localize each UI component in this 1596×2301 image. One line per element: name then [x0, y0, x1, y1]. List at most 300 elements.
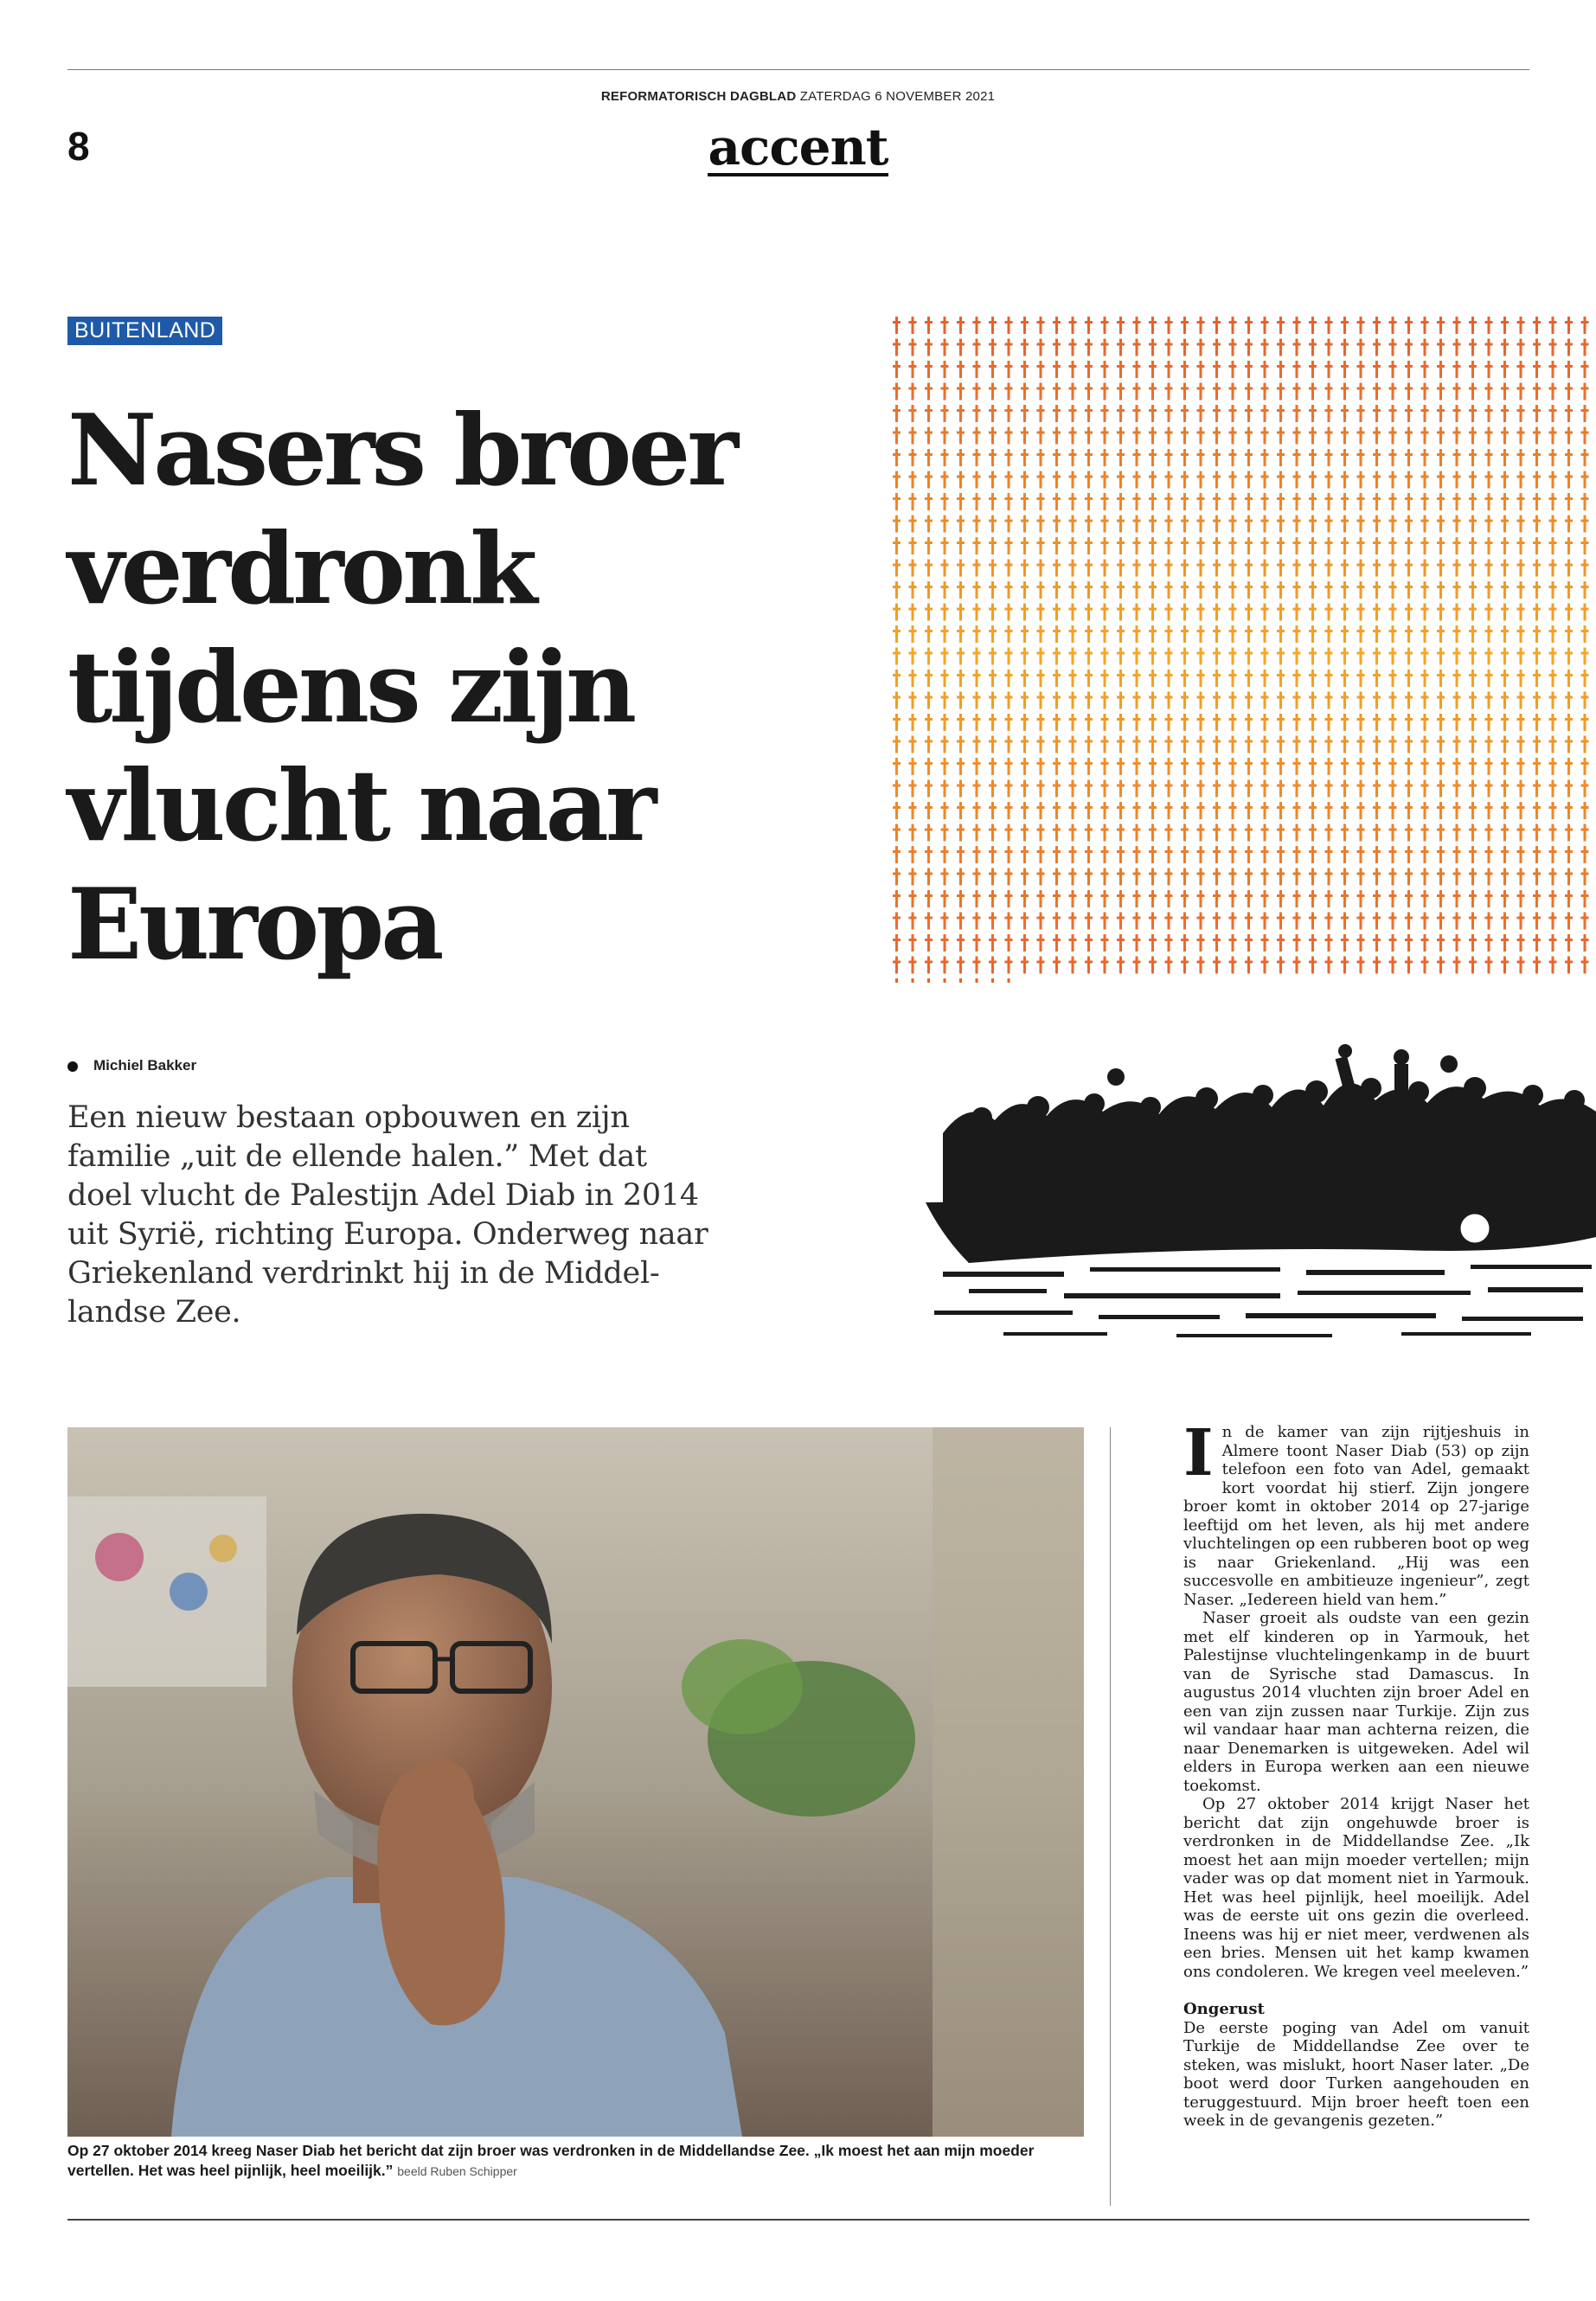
cross-mark	[1373, 714, 1381, 731]
cross-mark	[1357, 957, 1365, 974]
cross-mark	[1453, 560, 1461, 577]
cross-mark	[1101, 670, 1109, 687]
cross-mark	[1437, 868, 1445, 886]
cross-mark	[1245, 824, 1253, 842]
cross-mark	[1053, 802, 1061, 819]
cross-mark	[1117, 537, 1125, 554]
cross-mark	[1421, 516, 1429, 533]
cross-mark	[925, 361, 933, 378]
cross-mark	[1085, 537, 1093, 554]
cross-mark	[1245, 383, 1253, 401]
cross-mark	[1389, 758, 1397, 775]
cross-mark	[1117, 449, 1125, 466]
cross-mark	[1469, 890, 1477, 907]
cross-mark	[1581, 317, 1589, 334]
cross-mark	[957, 405, 965, 422]
cross-mark	[989, 780, 997, 798]
cross-mark	[1277, 471, 1285, 489]
cross-mark	[1245, 957, 1253, 974]
cross-mark	[1341, 516, 1349, 533]
cross-mark	[1053, 427, 1061, 445]
cross-mark	[1309, 317, 1317, 334]
cross-mark	[1437, 802, 1445, 819]
cross-mark	[909, 758, 917, 775]
cross-mark	[1549, 802, 1557, 819]
cross-mark	[909, 361, 917, 378]
cross-mark	[1325, 604, 1333, 621]
cross-mark	[893, 604, 901, 621]
cross-mark	[1261, 427, 1269, 445]
cross-mark	[973, 957, 981, 974]
cross-mark	[1021, 560, 1029, 577]
cross-mark	[1485, 625, 1493, 643]
cross-mark	[893, 405, 901, 422]
cross-mark	[925, 604, 933, 621]
cross-mark	[1069, 934, 1077, 952]
cross-mark	[1229, 934, 1237, 952]
cross-mark	[1501, 581, 1509, 599]
cross-mark	[1405, 890, 1413, 907]
cross-mark	[1357, 493, 1365, 510]
cross-mark	[1485, 846, 1493, 863]
cross-mark	[1133, 868, 1141, 886]
cross-mark	[1517, 317, 1525, 334]
cross-mark	[1181, 339, 1189, 356]
cross-mark	[1437, 560, 1445, 577]
cross-mark	[1565, 868, 1573, 886]
cross-mark	[1485, 361, 1493, 378]
cross-mark	[1437, 692, 1445, 709]
cross-mark	[1245, 604, 1253, 621]
cross-mark	[1261, 449, 1269, 466]
cross-mark	[1421, 317, 1429, 334]
cross-mark	[1581, 405, 1589, 422]
intro-line: uit Syrië, richting Europa. Onderweg naar	[67, 1217, 708, 1252]
cross-mark	[973, 670, 981, 687]
cross-mark	[1373, 449, 1381, 466]
cross-mark	[1565, 846, 1573, 863]
cross-mark	[1405, 736, 1413, 753]
cross-mark	[925, 890, 933, 907]
cross-mark	[1437, 758, 1445, 775]
cross-mark	[1421, 758, 1429, 775]
cross-mark	[1293, 317, 1301, 334]
cross-mark	[1341, 692, 1349, 709]
cross-mark	[1261, 934, 1269, 952]
cross-mark	[1165, 625, 1173, 643]
cross-mark	[925, 383, 933, 401]
cross-mark	[909, 493, 917, 510]
cross-mark	[1341, 648, 1349, 665]
cross-mark	[1133, 670, 1141, 687]
cross-mark	[989, 957, 997, 974]
cross-mark	[1117, 471, 1125, 489]
cross-mark	[1165, 648, 1173, 665]
cross-mark	[1005, 604, 1013, 621]
cross-mark	[925, 471, 933, 489]
cross-mark	[1165, 802, 1173, 819]
cross-mark	[1053, 537, 1061, 554]
cross-mark	[1261, 913, 1269, 930]
cross-mark	[1213, 714, 1221, 731]
cross-mark	[1213, 913, 1221, 930]
cross-mark	[1069, 758, 1077, 775]
cross-mark	[1453, 913, 1461, 930]
cross-mark	[1101, 692, 1109, 709]
cross-mark	[973, 625, 981, 643]
cross-mark	[1117, 516, 1125, 533]
cross-mark	[1581, 339, 1589, 356]
cross-mark	[893, 824, 901, 842]
byline-dot	[67, 1061, 78, 1072]
cross-mark	[1453, 714, 1461, 731]
cross-mark	[1565, 493, 1573, 510]
cross-mark	[1181, 670, 1189, 687]
cross-mark	[1533, 648, 1541, 665]
section-tag[interactable]: BUITENLAND	[67, 317, 222, 345]
cross-mark	[1325, 405, 1333, 422]
cross-mark	[1165, 913, 1173, 930]
cross-mark	[1533, 405, 1541, 422]
cross-mark	[1309, 846, 1317, 863]
cross-mark	[1437, 427, 1445, 445]
cross-mark	[909, 846, 917, 863]
cross-mark	[1261, 736, 1269, 753]
cross-mark	[893, 361, 901, 378]
cross-mark	[1133, 802, 1141, 819]
cross-mark	[1133, 692, 1141, 709]
cross-mark	[1165, 846, 1173, 863]
cross-mark	[909, 736, 917, 753]
cross-mark	[1021, 405, 1029, 422]
cross-mark	[1165, 405, 1173, 422]
cross-mark	[973, 758, 981, 775]
cross-mark	[893, 560, 901, 577]
cross-mark	[1101, 890, 1109, 907]
cross-mark	[973, 868, 981, 886]
cross-mark	[1453, 405, 1461, 422]
cross-mark	[1085, 802, 1093, 819]
cross-mark	[957, 758, 965, 775]
cross-mark	[1469, 758, 1477, 775]
cross-mark	[1053, 449, 1061, 466]
cross-mark	[1069, 581, 1077, 599]
cross-mark	[1133, 625, 1141, 643]
cross-mark	[1197, 824, 1205, 842]
cross-mark	[1293, 471, 1301, 489]
cross-mark	[1069, 780, 1077, 798]
cross-mark	[1293, 339, 1301, 356]
cross-mark	[1293, 714, 1301, 731]
cross-mark	[1261, 560, 1269, 577]
cross-mark	[989, 846, 997, 863]
cross-mark	[1133, 780, 1141, 798]
cross-mark	[1101, 493, 1109, 510]
cross-mark	[957, 846, 965, 863]
cross-mark	[1261, 339, 1269, 356]
cross-mark	[1277, 383, 1285, 401]
cross-mark	[1517, 493, 1525, 510]
cross-mark	[989, 493, 997, 510]
paper-name: REFORMATORISCH DAGBLAD	[600, 89, 797, 104]
cross-mark	[1245, 471, 1253, 489]
cross-mark	[1309, 625, 1317, 643]
cross-mark	[1213, 670, 1221, 687]
cross-mark	[1293, 824, 1301, 842]
cross-mark	[1149, 692, 1157, 709]
cross-mark	[1421, 957, 1429, 974]
cross-mark	[1405, 670, 1413, 687]
cross-mark	[1229, 913, 1237, 930]
cross-mark	[1197, 758, 1205, 775]
cross-mark	[1373, 471, 1381, 489]
cross-mark	[1117, 913, 1125, 930]
cross-mark	[1341, 846, 1349, 863]
masthead	[0, 89, 1596, 104]
cross-mark	[1421, 890, 1429, 907]
cross-mark	[1485, 383, 1493, 401]
cross-mark	[1005, 913, 1013, 930]
cross-mark	[1373, 339, 1381, 356]
cross-mark	[1069, 714, 1077, 731]
cross-mark	[1437, 516, 1445, 533]
cross-mark	[1437, 913, 1445, 930]
cross-mark	[1053, 957, 1061, 974]
cross-mark	[1277, 581, 1285, 599]
cross-mark	[941, 692, 949, 709]
cross-mark	[1373, 780, 1381, 798]
cross-mark	[1517, 802, 1525, 819]
cross-mark	[1181, 648, 1189, 665]
cross-mark	[1309, 670, 1317, 687]
cross-mark	[1565, 714, 1573, 731]
headline-line: vlucht naar	[67, 748, 654, 863]
cross-mark	[1101, 339, 1109, 356]
cross-mark	[1549, 625, 1557, 643]
cross-mark	[1069, 846, 1077, 863]
cross-mark	[1197, 581, 1205, 599]
cross-mark	[1341, 913, 1349, 930]
cross-mark	[1229, 736, 1237, 753]
cross-mark	[1373, 560, 1381, 577]
cross-mark	[1181, 714, 1189, 731]
cross-mark	[1229, 537, 1237, 554]
cross-mark	[957, 427, 965, 445]
cross-mark	[1293, 758, 1301, 775]
cross-mark	[1149, 560, 1157, 577]
cross-mark	[1069, 692, 1077, 709]
cross-mark	[973, 471, 981, 489]
cross-mark	[1165, 471, 1173, 489]
cross-mark	[1293, 493, 1301, 510]
cross-mark	[1101, 427, 1109, 445]
cross-mark	[1149, 339, 1157, 356]
cross-mark	[1197, 648, 1205, 665]
cross-mark	[1501, 405, 1509, 422]
cross-mark	[1501, 780, 1509, 798]
cross-mark	[1453, 493, 1461, 510]
cross-mark	[1389, 890, 1397, 907]
cross-mark	[1133, 516, 1141, 533]
cross-mark	[1277, 317, 1285, 334]
cross-mark	[973, 692, 981, 709]
cross-mark	[957, 824, 965, 842]
cross-mark	[1181, 471, 1189, 489]
cross-mark	[1293, 780, 1301, 798]
cross-mark	[1101, 868, 1109, 886]
cross-mark	[957, 361, 965, 378]
cross-mark	[1341, 361, 1349, 378]
cross-mark	[1533, 934, 1541, 952]
cross-mark	[941, 957, 949, 974]
cross-mark	[1389, 625, 1397, 643]
cross-mark	[1229, 714, 1237, 731]
cross-mark	[1357, 317, 1365, 334]
cross-mark	[1085, 449, 1093, 466]
cross-mark	[1533, 846, 1541, 863]
cross-mark	[1309, 648, 1317, 665]
cross-mark	[1261, 670, 1269, 687]
cross-mark	[1325, 670, 1333, 687]
cross-mark	[1053, 714, 1061, 731]
headline-line: verdronk	[67, 511, 535, 626]
cross-mark	[1277, 868, 1285, 886]
cross-mark	[1565, 581, 1573, 599]
cross-mark	[1405, 405, 1413, 422]
cross-mark	[957, 714, 965, 731]
cross-mark	[1149, 604, 1157, 621]
headline-line: tijdens zijn	[67, 630, 634, 745]
cross-mark	[1069, 890, 1077, 907]
cross-mark	[1501, 361, 1509, 378]
cross-mark	[1421, 471, 1429, 489]
cross-mark	[1053, 824, 1061, 842]
cross-mark	[909, 405, 917, 422]
cross-mark	[1485, 670, 1493, 687]
cross-mark	[957, 913, 965, 930]
cross-mark	[1021, 339, 1029, 356]
cross-mark	[989, 449, 997, 466]
cross-mark	[941, 758, 949, 775]
cross-mark	[941, 736, 949, 753]
cross-mark	[1469, 604, 1477, 621]
cross-mark	[1437, 604, 1445, 621]
cross-mark	[1037, 493, 1045, 510]
cross-mark	[1581, 868, 1589, 886]
cross-mark	[1565, 339, 1573, 356]
cross-mark	[957, 978, 965, 983]
cross-mark	[1277, 427, 1285, 445]
cross-mark	[1021, 846, 1029, 863]
cross-mark	[1021, 604, 1029, 621]
cross-mark	[989, 317, 997, 334]
cross-mark	[1293, 537, 1301, 554]
cross-mark	[1533, 427, 1541, 445]
cross-mark	[1517, 581, 1525, 599]
cross-mark	[1501, 824, 1509, 842]
cross-mark	[1309, 516, 1317, 533]
cross-mark	[1197, 317, 1205, 334]
cross-mark	[1325, 581, 1333, 599]
cross-mark	[1421, 560, 1429, 577]
cross-mark	[1277, 780, 1285, 798]
cross-mark	[1293, 957, 1301, 974]
cross-mark	[1165, 714, 1173, 731]
cross-mark	[1117, 868, 1125, 886]
cross-mark	[1005, 670, 1013, 687]
cross-mark	[941, 913, 949, 930]
cross-mark	[909, 913, 917, 930]
cross-mark	[1117, 317, 1125, 334]
cross-mark	[1405, 339, 1413, 356]
cross-mark	[1341, 581, 1349, 599]
cross-mark	[1389, 471, 1397, 489]
cross-mark	[1565, 361, 1573, 378]
cross-mark	[1277, 625, 1285, 643]
cross-mark	[1581, 692, 1589, 709]
cross-mark	[1149, 934, 1157, 952]
cross-mark	[1517, 890, 1525, 907]
cross-mark	[1293, 802, 1301, 819]
cross-mark	[1533, 625, 1541, 643]
cross-mark	[1021, 383, 1029, 401]
cross-mark	[1213, 736, 1221, 753]
cross-mark	[1309, 427, 1317, 445]
cross-mark	[1005, 625, 1013, 643]
cross-mark	[1261, 581, 1269, 599]
cross-mark	[1101, 780, 1109, 798]
cross-mark	[1325, 736, 1333, 753]
cross-mark	[1517, 449, 1525, 466]
cross-mark	[1341, 317, 1349, 334]
caption-text: Op 27 oktober 2014 kreeg Naser Diab het bericht dat zijn broer was verdronken in de Middellandse Zee. „Ik moest het aan mijn moeder vertellen. Het was heel pijnlijk, heel moeilijk.”	[67, 2142, 1035, 2179]
cross-mark	[1373, 361, 1381, 378]
cross-mark	[1085, 516, 1093, 533]
cross-mark	[1165, 758, 1173, 775]
cross-mark	[1405, 471, 1413, 489]
cross-mark	[1485, 604, 1493, 621]
cross-mark	[1005, 780, 1013, 798]
cross-mark	[1085, 670, 1093, 687]
cross-mark	[1181, 934, 1189, 952]
cross-mark	[1437, 471, 1445, 489]
cross-mark	[925, 692, 933, 709]
cross-mark	[1277, 934, 1285, 952]
cross-mark	[1069, 471, 1077, 489]
cross-mark	[1149, 471, 1157, 489]
cross-mark	[1469, 493, 1477, 510]
cross-mark	[1405, 648, 1413, 665]
cross-mark	[1341, 427, 1349, 445]
cross-mark	[1565, 449, 1573, 466]
cross-mark	[1117, 714, 1125, 731]
cross-mark	[1517, 934, 1525, 952]
cross-mark	[1565, 934, 1573, 952]
author-name[interactable]: Michiel Bakker	[93, 1057, 197, 1074]
cross-mark	[893, 802, 901, 819]
cross-mark	[1469, 581, 1477, 599]
cross-mark	[1181, 383, 1189, 401]
cross-mark	[1277, 449, 1285, 466]
cross-mark	[1565, 427, 1573, 445]
cross-mark	[1517, 824, 1525, 842]
cross-mark	[1565, 913, 1573, 930]
cross-mark	[1181, 736, 1189, 753]
cross-mark	[1437, 625, 1445, 643]
cross-mark	[1341, 802, 1349, 819]
cross-mark	[1213, 317, 1221, 334]
cross-mark	[1069, 383, 1077, 401]
